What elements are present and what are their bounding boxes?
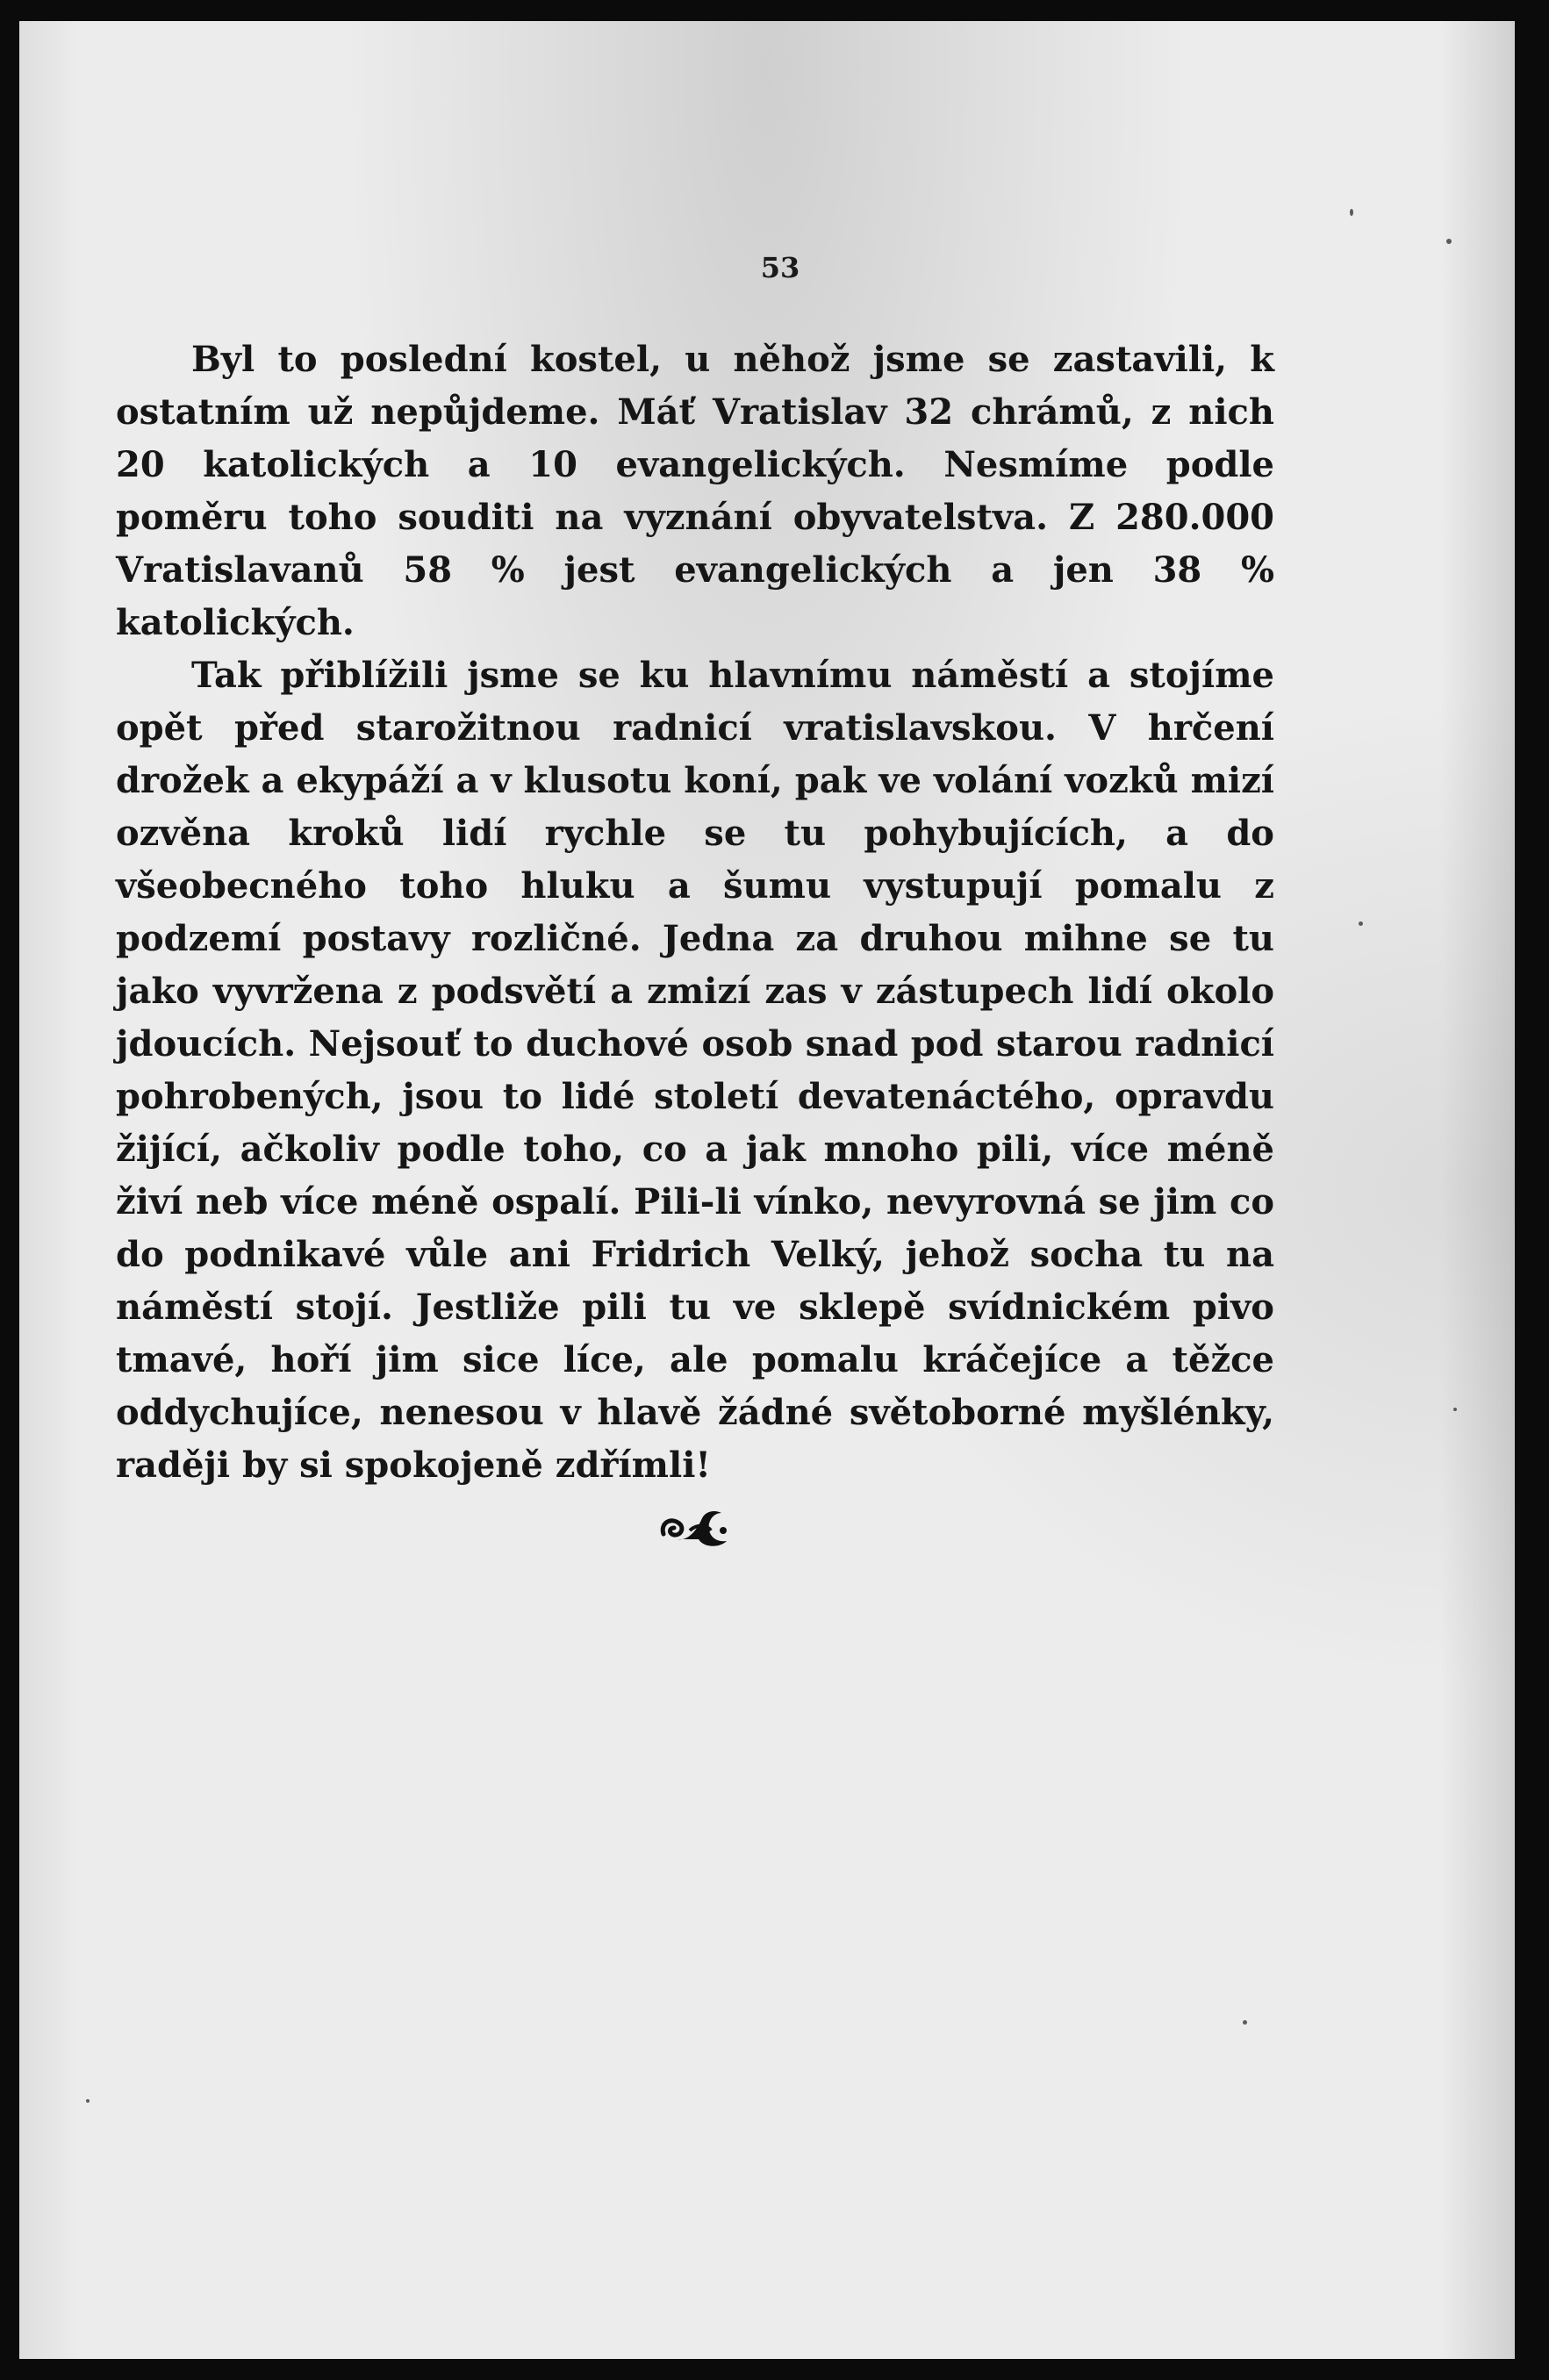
paper-speck bbox=[1359, 921, 1363, 926]
body-text bbox=[116, 333, 1274, 1492]
paragraph: Tak přiblížili jsme se ku hlavnímu náměstí a stojíme opět před starožitnou radnicí vratislavskou. V hrčení drožek a ekypáží a v klusotu koní, pak ve volání vozků mizí ozvěna kroků lidí rychle se tu pohybujících, a do všeobecného toho hluku a šumu vystupují pomalu z podzemí postavy rozličné. Jedna za druhou mihne se tu jako vyvržena z podsvětí a zmizí zas v zástupech lidí okolo jdoucích. Nejsouť to duchové osob snad pod starou radnicí pohrobených, jsou to lidé století devatenáctého, opravdu žijící, ačkoliv podle toho, co a jak mnoho pili, více méně živí neb více méně ospalí. Pili-li vínko, nevyrovná se jim co do podnikavé vůle ani Fridrich Velký, jehož socha tu na náměstí stojí. Jestliže pili tu ve sklepě svídnickém pivo tmavé, hoří jim sice líce, ale pomalu kráčejíce a těžce oddychujíce, nenesou v hlavě žádné světoborné myšlénky, raději by si spokojeně zdřímli! bbox=[116, 655, 1274, 1486]
paper-speck bbox=[1243, 2020, 1247, 2025]
paper-speck bbox=[1446, 239, 1452, 244]
paper-speck bbox=[1350, 209, 1353, 216]
book-page bbox=[19, 21, 1515, 2359]
paper-speck bbox=[86, 2099, 90, 2103]
paper-speck bbox=[1453, 1408, 1457, 1411]
paragraph: Byl to poslední kostel, u něhož jsme se zastavili, k ostatním už nepůjdeme. Máť Vratislav 32 chrámů, z nich 20 katolických a 10 evangelických. Nesmíme podle poměru toho souditi na vyznání obyvatelstva. Z 280.000 Vratislavanů 58 % jest evangelických a jen 38 % katolických. bbox=[116, 339, 1274, 643]
page-number: 53 bbox=[760, 251, 800, 284]
printer-ornament-icon bbox=[658, 1504, 732, 1553]
